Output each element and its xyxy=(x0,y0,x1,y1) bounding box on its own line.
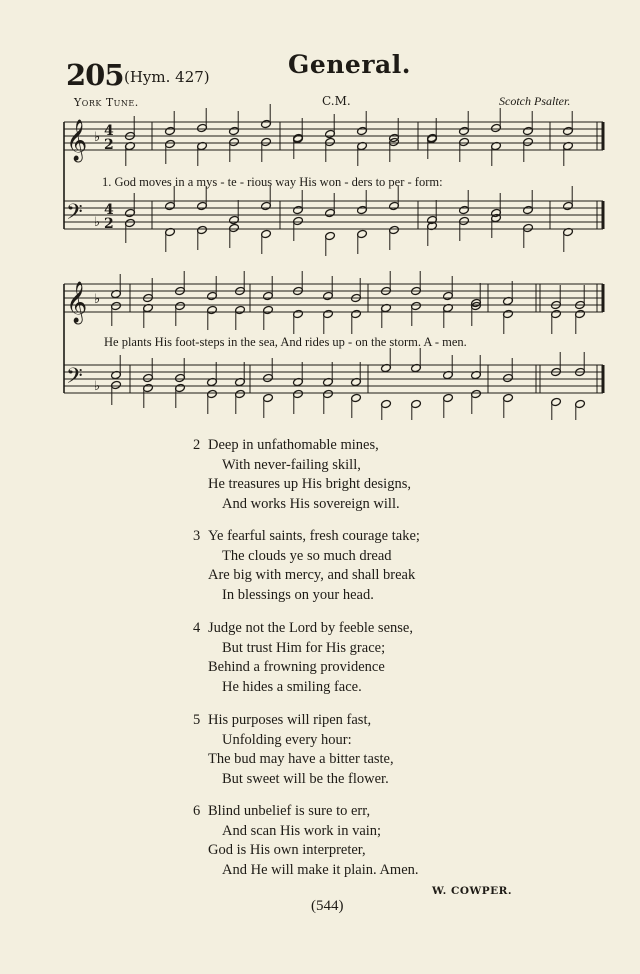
verse-line: God is His own interpreter, xyxy=(208,842,366,858)
verse-number: 6 xyxy=(193,803,201,819)
verse-line: He treasures up His bright designs, xyxy=(208,476,411,492)
verse-line: His purposes will ripen fast, xyxy=(208,712,372,728)
tune-source: Scotch Psalter. xyxy=(499,94,571,108)
page-number: (544) xyxy=(311,898,344,914)
bass-clef: 𝄢 xyxy=(66,364,83,394)
key-signature-flat: ♭ xyxy=(94,130,101,145)
verse-line: The clouds ye so much dread xyxy=(222,547,392,564)
tune-name: York Tune. xyxy=(74,96,139,109)
meter: C.M. xyxy=(322,94,351,108)
verse-line: Ye fearful saints, fresh courage take; xyxy=(208,528,420,544)
lyrics-line-1: 1. God moves in a mys - te - rious way His won - ders to per - form: xyxy=(102,175,443,189)
hymn-reference: (Hym. 427) xyxy=(124,68,210,86)
key-signature-flat: ♭ xyxy=(94,379,101,394)
verse-line: Blind unbelief is sure to err, xyxy=(208,803,371,819)
section-heading: General. xyxy=(288,50,411,79)
verse-line: With never-failing skill, xyxy=(222,456,361,473)
verse-line: He hides a smiling face. xyxy=(222,678,362,695)
key-signature-flat: ♭ xyxy=(94,215,101,230)
verse-line: Deep in unfathomable mines, xyxy=(208,437,379,453)
time-signature-top: 4 xyxy=(104,202,114,218)
verse-line: But sweet will be the flower. xyxy=(222,770,389,787)
verse-number: 5 xyxy=(193,712,201,728)
verse-number: 2 xyxy=(193,437,201,453)
author-attribution: W. COWPER. xyxy=(432,885,513,897)
verse-number: 3 xyxy=(193,528,201,544)
treble-clef: 𝄞 xyxy=(66,282,88,323)
treble-clef: 𝄞 xyxy=(66,120,88,161)
verse-line: The bud may have a bitter taste, xyxy=(208,751,394,767)
verse-6 xyxy=(193,802,419,880)
verse-number: 4 xyxy=(193,620,201,636)
music-score xyxy=(0,0,640,420)
verse-line: And scan His work in vain; xyxy=(222,822,382,839)
bass-clef: 𝄢 xyxy=(66,200,83,230)
verse-line: Judge not the Lord by feeble sense, xyxy=(208,620,413,636)
verse-line: And He will make it plain. Amen. xyxy=(222,861,419,878)
lyrics-line-2: He plants His foot-steps in the sea, And rides up - on the storm. A - men. xyxy=(104,335,467,349)
verse-line: In blessings on your head. xyxy=(222,586,374,603)
verse-4 xyxy=(193,619,413,697)
verse-line: And works His sovereign will. xyxy=(222,495,400,512)
verse-line: Are big with mercy, and shall break xyxy=(208,567,416,583)
verse-5 xyxy=(193,711,394,789)
verse-line: But trust Him for His grace; xyxy=(222,639,386,656)
time-signature-bottom: 2 xyxy=(104,137,114,153)
time-signature-top: 4 xyxy=(104,123,114,139)
verse-3 xyxy=(193,527,420,605)
verse-2 xyxy=(193,436,411,514)
verse-line: Unfolding every hour: xyxy=(222,731,352,748)
hymn-number: 205 xyxy=(66,58,124,92)
key-signature-flat: ♭ xyxy=(94,292,101,307)
verse-line: Behind a frowning providence xyxy=(208,659,385,675)
time-signature-bottom: 2 xyxy=(104,216,114,232)
